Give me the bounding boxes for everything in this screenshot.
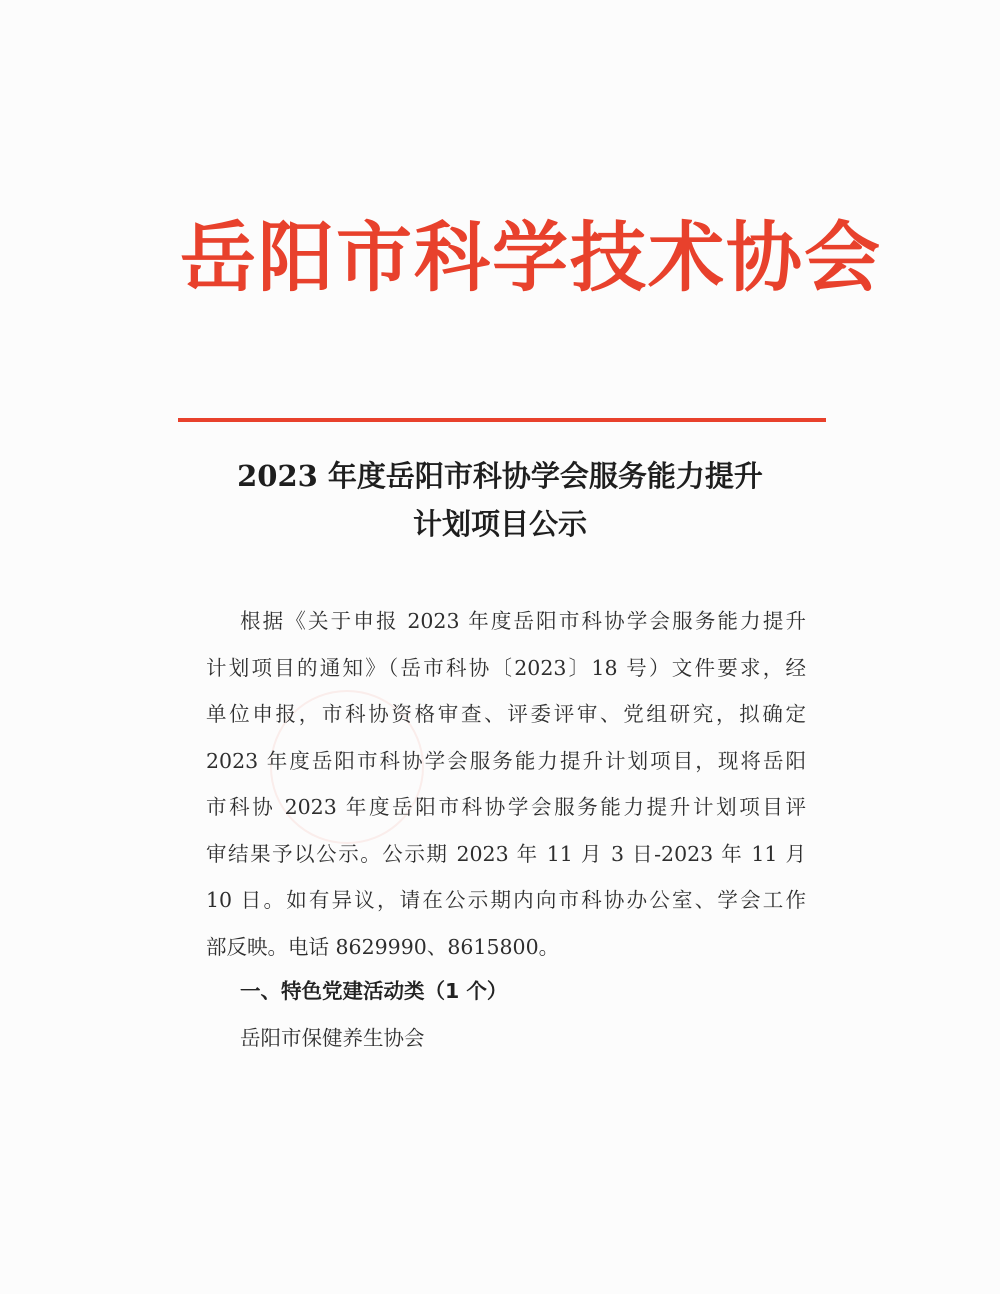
body-line: 10 日。如有异议，请在公示期内向市科协办公室、学会工作 [206,888,806,912]
list-item: 岳阳市保健养生协会 [240,1026,425,1050]
header-red-rule [178,418,826,422]
document-title [180,452,820,548]
body-line: 审结果予以公示。公示期 2023 年 11 月 3 日-2023 年 11 月 [206,841,806,866]
section-heading: 一、特色党建活动类（1 个） [240,979,508,1003]
document-title-line-2: 计划项目公示 [412,507,587,541]
body-line: 部反映。电话 8629990、8615800。 [206,934,560,959]
body-line: 根据《关于申报 2023 年度岳阳市科协学会服务能力提升 [240,609,806,633]
body-paragraph [206,598,806,970]
organization-header: 岳阳市科学技术协会 [180,213,882,302]
body-line: 单位申报，市科协资格审查、评委评审、党组研究，拟确定 [206,702,806,726]
body-line: 计划项目的通知》（岳市科协〔2023〕18 号）文件要求，经 [206,655,806,680]
body-line: 市科协 2023 年度岳阳市科协学会服务能力提升计划项目评 [206,795,806,819]
document-title-line-1: 2023 年度岳阳市科协学会服务能力提升 [237,459,763,493]
body-line: 2023 年度岳阳市科协学会服务能力提升计划项目，现将岳阳 [206,748,806,773]
